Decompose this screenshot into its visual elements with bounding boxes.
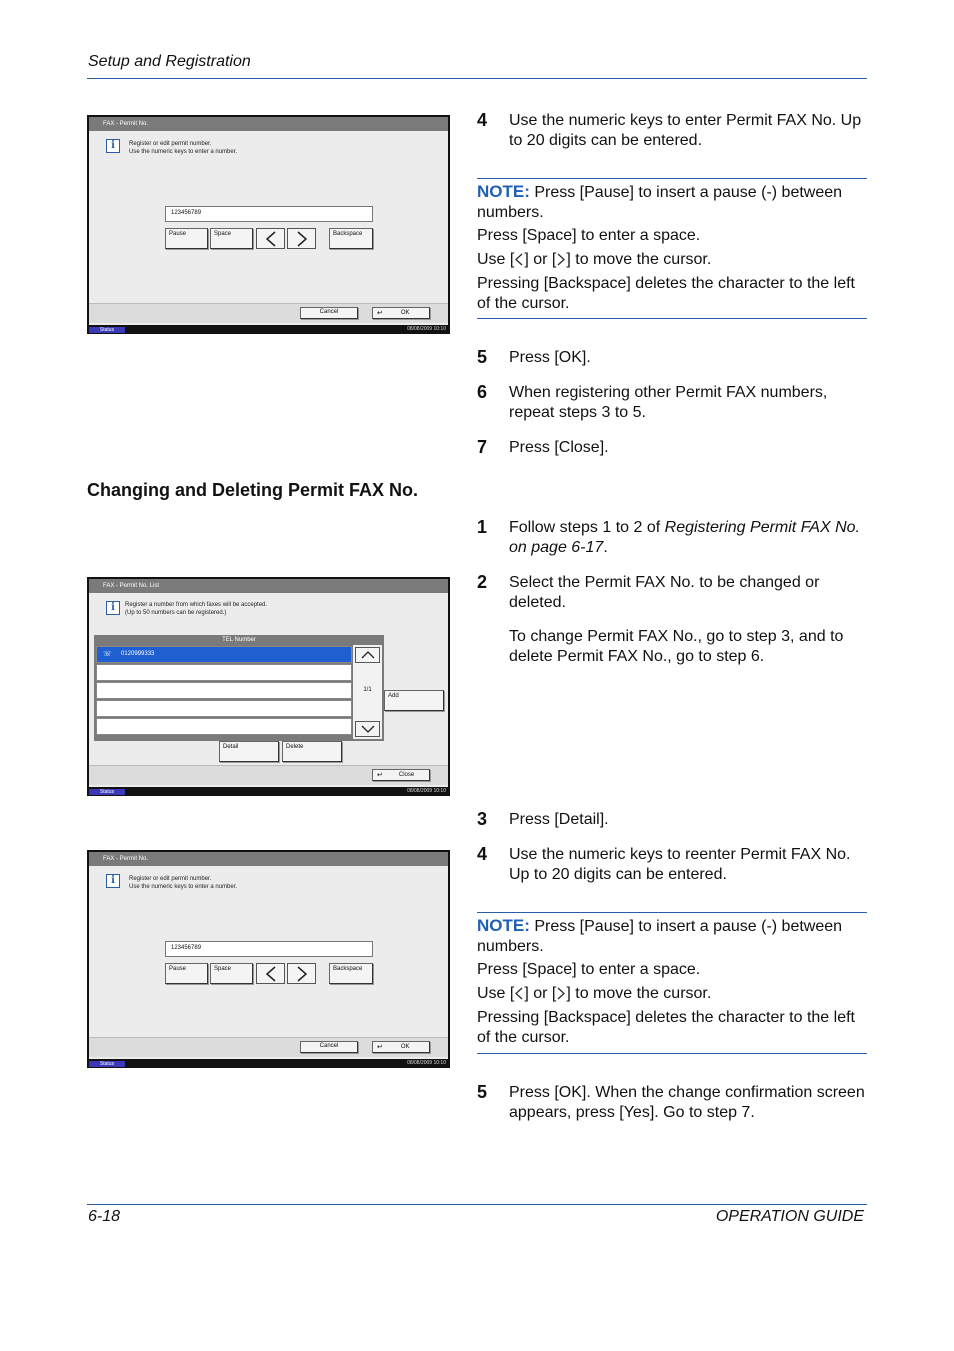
- info-icon: i: [106, 601, 120, 615]
- status-button[interactable]: Status: [89, 789, 125, 795]
- delete-button[interactable]: Delete: [282, 741, 342, 762]
- chevron-right-icon: [556, 987, 566, 1000]
- permit-number-field[interactable]: 123456789: [165, 941, 373, 957]
- cursor-left-button[interactable]: [256, 963, 285, 984]
- step-text: When registering other Permit FAX numbers, repeat steps 3 to 5.: [509, 384, 828, 421]
- status-datetime: 08/08/2009 10:10: [407, 1060, 446, 1066]
- step-text: Press [OK]. When the change confirmation screen appears, press [Yes]. Go to step 7.: [509, 1084, 865, 1121]
- status-button[interactable]: Status: [89, 327, 125, 333]
- step-text: Use the numeric keys to reenter Permit FAX No. Up to 20 digits can be entered.: [509, 846, 851, 883]
- note-line: Pressing [Backspace] deletes the character to the left of the cursor.: [477, 1009, 855, 1046]
- step-text: Press [Close].: [509, 439, 609, 456]
- scroll-up-button[interactable]: [355, 647, 380, 663]
- fax-icon: ☏: [103, 651, 112, 658]
- screen-footer: [89, 1037, 448, 1057]
- space-button[interactable]: Space: [210, 228, 253, 249]
- screen-title: FAX - Permit No.: [89, 117, 448, 131]
- ok-button[interactable]: ↵ OK: [372, 1041, 430, 1053]
- screen-footer: [89, 303, 448, 323]
- list-item[interactable]: [96, 682, 352, 699]
- step-text: Follow steps 1 to 2 of Registering Permit FAX No. on page 6-17.: [509, 519, 860, 556]
- info-text: Register or edit permit number. Use the numeric keys to enter a number.: [129, 876, 238, 890]
- footer-rule: [87, 1204, 867, 1205]
- cursor-right-button[interactable]: [287, 963, 316, 984]
- step-text: Press [Detail].: [509, 811, 609, 828]
- chevron-left-icon: [265, 231, 277, 247]
- screen-permit-list: [87, 577, 450, 796]
- step-text: Select the Permit FAX No. to be changed or deleted.: [509, 574, 820, 611]
- screen-permit-entry-2: [87, 850, 450, 1068]
- screen-title: FAX - Permit No. List: [89, 579, 448, 593]
- note-line: Use [ ] or [ ] to move the cursor.: [477, 251, 712, 268]
- note-line: NOTE: Press [Pause] to insert a pause (-) between numbers.: [477, 182, 843, 221]
- header-rule: [87, 78, 867, 79]
- step-number: 5: [477, 1082, 488, 1102]
- backspace-button[interactable]: Backspace: [329, 228, 373, 249]
- note-line: Pressing [Backspace] deletes the character to the left of the cursor.: [477, 275, 855, 312]
- list-item[interactable]: [96, 664, 352, 681]
- status-datetime: 08/08/2009 10:10: [407, 326, 446, 332]
- list-column-header: TEL Number: [222, 637, 256, 643]
- section-title: Changing and Deleting Permit FAX No.: [87, 480, 419, 500]
- chevron-left-icon: [514, 253, 524, 266]
- screen-permit-entry-1: [87, 115, 450, 334]
- enter-icon: ↵: [377, 310, 383, 317]
- status-bar: [87, 325, 450, 334]
- note-rule-bottom: [477, 1053, 867, 1054]
- list-item[interactable]: [96, 718, 352, 735]
- cancel-button[interactable]: Cancel: [300, 307, 358, 319]
- info-text: Register or edit permit number. Use the numeric keys to enter a number.: [129, 141, 238, 155]
- info-text: Register a number from which faxes will be accepted. (Up to 50 numbers can be registered.): [125, 602, 268, 616]
- chevron-right-icon: [296, 231, 308, 247]
- pause-button[interactable]: Pause: [165, 963, 208, 984]
- step-text: To change Permit FAX No., go to step 3, and to delete Permit FAX No., go to step 6.: [509, 628, 844, 665]
- step-number: 5: [477, 347, 488, 367]
- note-line: Press [Space] to enter a space.: [477, 227, 701, 244]
- detail-button[interactable]: Detail: [219, 741, 279, 762]
- status-bar: [87, 787, 450, 796]
- status-bar: [87, 1059, 450, 1068]
- chevron-left-icon: [514, 987, 524, 1000]
- step-number: 7: [477, 437, 488, 457]
- page-number: 6-18: [88, 1208, 121, 1225]
- page-indicator: 1/1: [363, 687, 372, 693]
- note-line: Press [Space] to enter a space.: [477, 961, 701, 978]
- cancel-button[interactable]: Cancel: [300, 1041, 358, 1053]
- ok-button[interactable]: ↵ OK: [372, 307, 430, 319]
- step-number: 2: [477, 572, 488, 592]
- guide-name: OPERATION GUIDE: [715, 1208, 864, 1225]
- screen-title: FAX - Permit No.: [89, 852, 448, 866]
- chevron-left-icon: [265, 966, 277, 982]
- close-button[interactable]: ↵ Close: [372, 769, 430, 781]
- chevron-up-icon: [361, 651, 375, 659]
- step-number: 3: [477, 809, 488, 829]
- cursor-right-button[interactable]: [287, 228, 316, 249]
- note-line: Use [ ] or [ ] to move the cursor.: [477, 985, 712, 1002]
- status-datetime: 08/08/2009 10:10: [407, 788, 446, 794]
- enter-icon: ↵: [377, 772, 383, 779]
- step-number: 4: [477, 844, 488, 864]
- space-button[interactable]: Space: [210, 963, 253, 984]
- enter-icon: ↵: [377, 1044, 383, 1051]
- step-number: 4: [477, 110, 488, 130]
- screen-footer: [89, 765, 448, 785]
- pause-button[interactable]: Pause: [165, 228, 208, 249]
- note-rule-top: [477, 912, 867, 913]
- step-text: Press [OK].: [509, 349, 591, 366]
- step-number: 1: [477, 517, 488, 537]
- list-item[interactable]: [96, 700, 352, 717]
- scroll-down-button[interactable]: [355, 721, 380, 737]
- status-button[interactable]: Status: [89, 1061, 125, 1067]
- chevron-right-icon: [296, 966, 308, 982]
- step-number: 6: [477, 382, 488, 402]
- cursor-left-button[interactable]: [256, 228, 285, 249]
- step-text: Use the numeric keys to enter Permit FAX No. Up to 20 digits can be entered.: [509, 112, 862, 149]
- info-icon: i: [106, 874, 120, 888]
- chevron-down-icon: [361, 725, 375, 733]
- permit-number-list: [94, 635, 384, 741]
- list-item[interactable]: ☏ 0120999333: [96, 646, 352, 663]
- note-rule-bottom: [477, 318, 867, 319]
- backspace-button[interactable]: Backspace: [329, 963, 373, 984]
- list-pager: [353, 645, 382, 739]
- note-rule-top: [477, 178, 867, 179]
- chevron-right-icon: [556, 253, 566, 266]
- note-line: NOTE: Press [Pause] to insert a pause (-) between numbers.: [477, 916, 843, 955]
- add-button[interactable]: Add: [384, 690, 444, 711]
- running-header: Setup and Registration: [88, 53, 251, 70]
- info-icon: i: [106, 139, 120, 153]
- permit-number-field[interactable]: 123456789: [165, 206, 373, 222]
